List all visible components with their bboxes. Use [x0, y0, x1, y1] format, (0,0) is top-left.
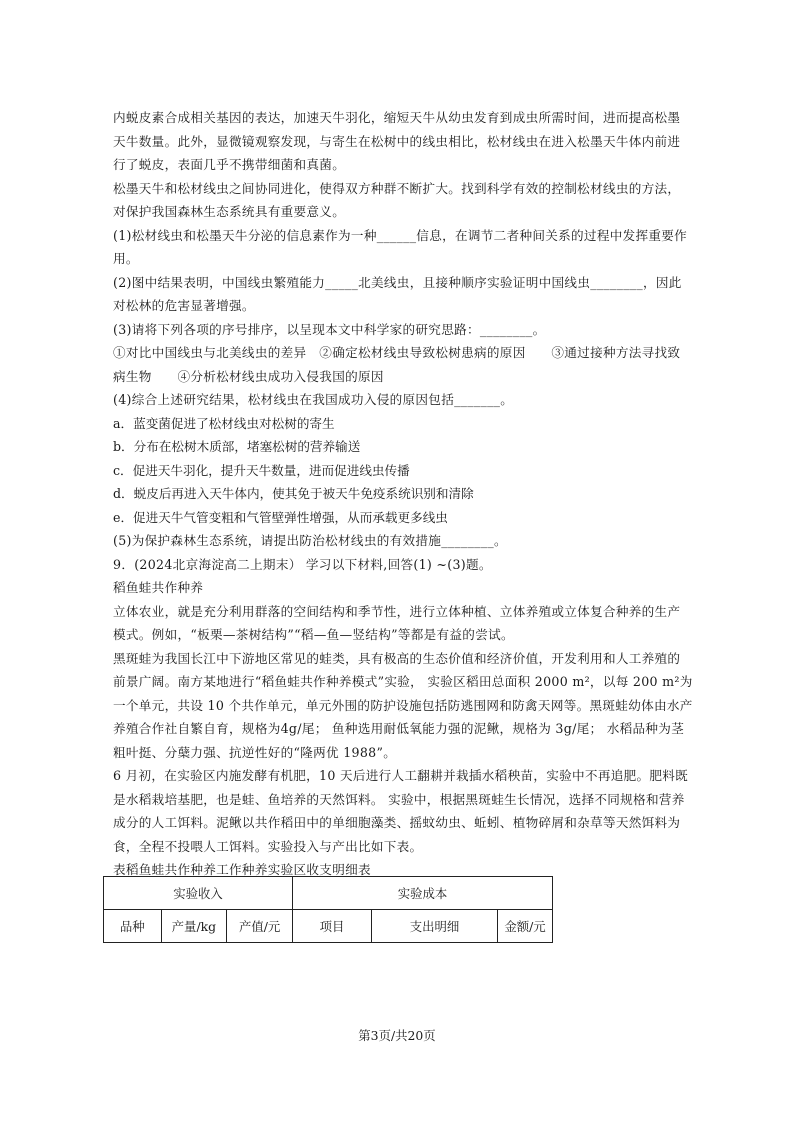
income-cost-table: [103, 876, 553, 943]
document-body: [113, 106, 693, 882]
article-title: 稻鱼蛙共作种养: [113, 580, 204, 595]
question-2: (2)图中结果表明，中国线虫繁殖能力_____北美线虫，且接种顺序实验证明中国线虫________，因此对松林的危害显著增强。: [113, 274, 682, 313]
question-3-options: ①对比中国线虫与北美线虫的差异 ②确定松材线虫导致松树患病的原因 ③通过接种方法寻找致病生物 ④分析松材线虫成功入侵我国的原因: [113, 345, 681, 384]
question-9-header: 9．(2024北京海淀高二上期末） 学习以下材料,回答(1) ~(3)题。: [113, 556, 492, 572]
question-4-option-b: b．分布在松树木质部，堵塞松树的营养输送: [113, 439, 361, 454]
column-variety: 品种: [104, 910, 162, 943]
question-1: (1)松材线虫和松墨天牛分泌的信息素作为一种______信息，在调节二者种间关系的过程中发挥重要作用。: [113, 227, 688, 266]
column-amount: 金额/元: [498, 910, 553, 943]
paragraph-black-spotted-frog: 黑斑蛙为我国长江中下游地区常见的蛙类，具有极高的生态价值和经济价值，开发利用和人工养殖的前景广阔。南方某地进行“稻鱼蛙共作种养模式”实验， 实验区稻田总面积 2000 m²，以每 200 m²为一个单元，共设 10 个共作单元，单元外围的防护设施包括防逃围网和防禽天网等。黑斑蛙幼体由水产养殖合作社自繁自育，规格为4g/尾； 鱼种选用耐低氧能力强的泥鳅，规格为 3g/尾； 水稻品种为茎粗叶挺、分蘖力强、抗逆性好的“隆两优 1988”。: [113, 650, 693, 760]
page-number: 第3页/共20页: [358, 1028, 436, 1043]
question-4: (4)综合上述研究结果，松材线虫在我国成功入侵的原因包括_______。: [113, 392, 514, 407]
question-5: (5)为保护森林生态系统，请提出防治松材线虫的有效措施________。: [113, 533, 507, 548]
cost-header-cell: 实验成本: [293, 877, 553, 910]
column-yield: 产量/kg: [161, 910, 227, 943]
column-expense-detail: 支出明细: [372, 910, 498, 943]
question-3: (3)请将下列各项的序号排序，以呈现本文中科学家的研究思路：________。: [113, 321, 546, 337]
question-4-option-d: d．蜕皮后再进入天牛体内，使其免于被天牛免疫系统识别和清除: [113, 486, 474, 501]
column-item: 项目: [293, 910, 372, 943]
question-4-option-c: c．促进天牛羽化，提升天牛数量，进而促进线虫传播: [113, 462, 410, 478]
paragraph-coevolution: 松墨天牛和松材线虫之间协同进化，使得双方种群不断扩大。找到科学有效的控制松材线虫的方法，对保护我国森林生态系统具有重要意义。: [113, 180, 681, 219]
question-4-option-a: a．蓝变菌促进了松材线虫对松树的寄生: [113, 415, 335, 431]
paragraph-intro-continued: 内蜕皮素合成相关基因的表达，加速天牛羽化，缩短天牛从幼虫发育到成虫所需时间，进而提高松墨天牛数量。此外，显微镜观察发现，与寄生在松树中的线虫相比，松材线虫在进入松墨天牛体内前进行了蜕皮，表面几乎不携带细菌和真菌。: [113, 110, 681, 172]
paragraph-experiment-procedure: 6 月初，在实验区内施发酵有机肥，10 天后进行人工翻耕并栽插水稻秧苗，实验中不再追肥。肥料既是水稻栽培基肥，也是蛙、鱼培养的天然饵料。 实验中，根据黑斑蛙生长情况，选择不同规格和营养成分的人工饵料。泥鳅以共作稻田中的单细胞藻类、摇蚊幼虫、蚯蚓、植物碎屑和杂草等天然饵料为食，全程不投喂人工饵料。实验投入与产出比如下表。: [113, 768, 689, 854]
table-column-row: [104, 910, 553, 943]
question-4-option-e: e．促进天牛气管变粗和气管壁弹性增强，从而承载更多线虫: [113, 509, 448, 525]
table-header-row: [104, 877, 553, 910]
table-caption: 表稻鱼蛙共作种养工作种养实验区收支明细表: [113, 862, 371, 877]
paragraph-stereo-agriculture: 立体农业，就是充分利用群落的空间结构和季节性，进行立体种植、立体养殖或立体复合种养的生产模式。例如，“板栗—茶树结构”“稻—鱼—竖结构”等都是有益的尝试。: [113, 603, 681, 642]
income-header-cell: 实验收入: [104, 877, 293, 910]
column-output-value: 产值/元: [227, 910, 293, 943]
